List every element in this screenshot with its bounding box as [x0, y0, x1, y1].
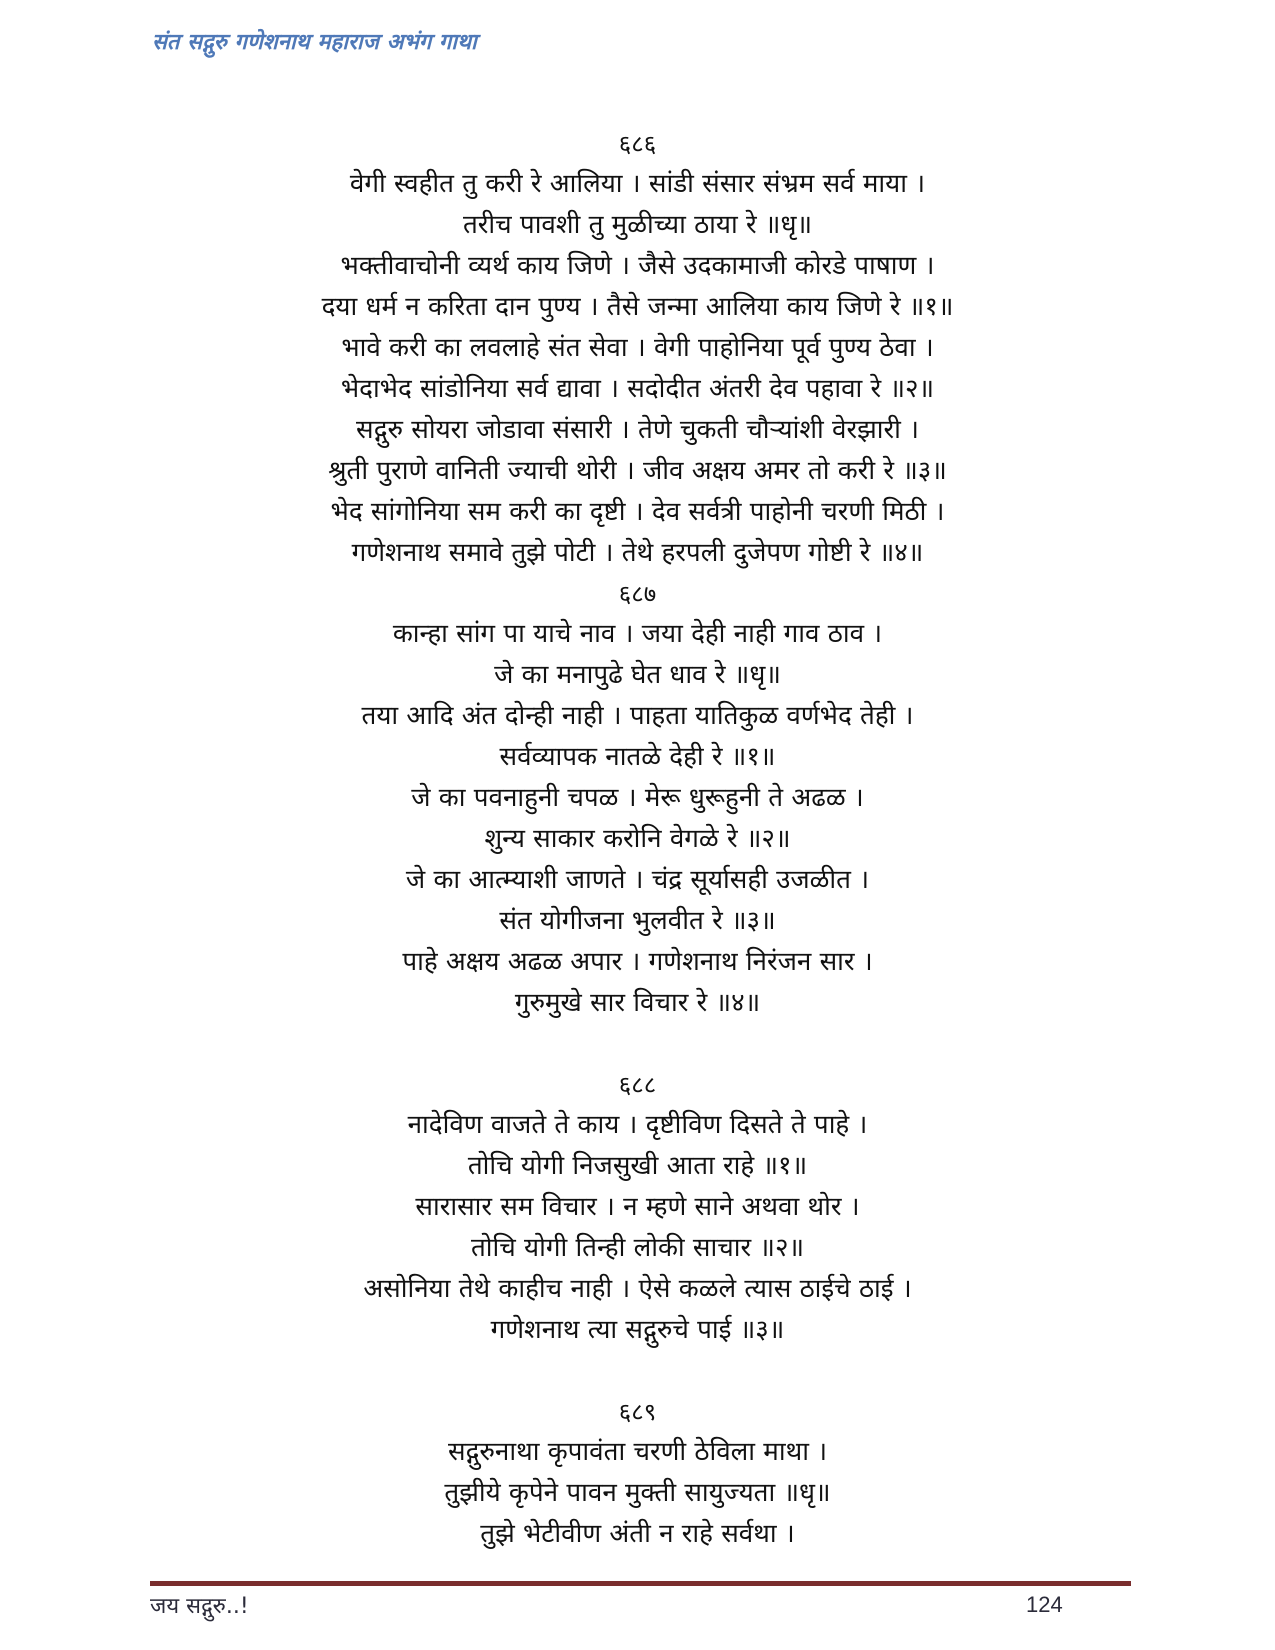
abhang-686 — [0, 124, 1275, 574]
verse-line: तुझीये कृपेने पावन मुक्ती सायुज्यता ॥धृ॥ — [444, 1478, 831, 1508]
verse-line: संत योगीजना भुलवीत रे ॥३॥ — [499, 906, 776, 936]
stanza-gap — [0, 1351, 1275, 1392]
verse-line: भावे करी का लवलाहे संत सेवा । वेगी पाहोनिया पूर्व पुण्य ठेवा । — [341, 333, 934, 363]
abhang-688 — [0, 1065, 1275, 1351]
verse-line: शुन्य साकार करोनि वेगळे रे ॥२॥ — [484, 824, 791, 854]
abhang-number: ६८९ — [618, 1398, 657, 1426]
verse-line: असोनिया तेथे काहीच नाही । ऐसे कळले त्यास ठाईचे ठाई । — [363, 1274, 912, 1304]
verse-line: दया धर्म न करिता दान पुण्य । तैसे जन्मा आलिया काय जिणे रे ॥१॥ — [321, 292, 954, 322]
page-number: 124 — [1026, 1592, 1063, 1617]
verse-line: जे का आत्म्याशी जाणते । चंद्र सूर्यासही उजळीत । — [405, 865, 870, 895]
verse-line: भेद सांगोनिया सम करी का दृष्टी । देव सर्वत्री पाहोनी चरणी मिठी । — [330, 497, 945, 527]
verse-line: तोचि योगी निजसुखी आता राहे ॥१॥ — [467, 1151, 808, 1181]
abhang-689 — [0, 1392, 1275, 1555]
abhang-number: ६८६ — [618, 130, 657, 158]
abhang-number: ६८७ — [618, 580, 657, 608]
verse-line: सारासार सम विचार । न म्हणे साने अथवा थोर । — [415, 1192, 860, 1222]
verse-line: वेगी स्वहीत तु करी रे आलिया । सांडी संसार संभ्रम सर्व माया । — [349, 169, 926, 199]
verse-line: गुरुमुखे सार विचार रे ॥४॥ — [514, 988, 761, 1018]
verse-line: कान्हा सांग पा याचे नाव । जया देही नाही गाव ठाव । — [392, 619, 883, 649]
verse-line: पाहे अक्षय अढळ अपार । गणेशनाथ निरंजन सार । — [402, 947, 873, 977]
verse-line: जे का पवनाहुनी चपळ । मेरू धुरूहुनी ते अढळ । — [411, 783, 864, 813]
verse-line: तुझे भेटीवीण अंती न राहे सर्वथा । — [480, 1519, 795, 1549]
footer-divider — [150, 1581, 1131, 1586]
verse-line: श्रुती पुराणे वानिती ज्याची थोरी । जीव अक्षय अमर तो करी रे ॥३॥ — [328, 456, 947, 486]
verse-line: तया आदि अंत दोन्ही नाही । पाहता यातिकुळ वर्णभेद तेही । — [361, 701, 914, 731]
verse-line: नादेविण वाजते ते काय । दृष्टीविण दिसते ते पाहे । — [407, 1110, 868, 1140]
verse-line: तोचि योगी तिन्ही लोकी साचार ॥२॥ — [470, 1233, 805, 1263]
running-header-title: संत सद्गुरु गणेशनाथ महाराज अभंग गाथा — [152, 30, 477, 55]
verse-line: जे का मनापुढे घेत धाव रे ॥धृ॥ — [494, 660, 781, 690]
verse-line: सद्गुरु सोयरा जोडावा संसारी । तेणे चुकती चौऱ्यांशी वेरझारी । — [356, 415, 919, 445]
abhang-687 — [0, 574, 1275, 1024]
verse-line: सर्वव्यापक नातळे देही रे ॥१॥ — [499, 742, 776, 772]
verse-line: भेदाभेद सांडोनिया सर्व द्यावा । सदोदीत अंतरी देव पहावा रे ॥२॥ — [340, 374, 935, 404]
verse-line: भक्तीवाचोनी व्यर्थ काय जिणे । जैसे उदकामाजी कोरडे पाषाण । — [340, 251, 935, 281]
verse-line: गणेशनाथ त्या सद्गुरुचे पाई ॥३॥ — [490, 1315, 785, 1345]
verse-line: गणेशनाथ समावे तुझे पोटी । तेथे हरपली दुजेपण गोष्टी रे ॥४॥ — [351, 538, 924, 568]
abhang-number: ६८८ — [618, 1071, 657, 1099]
verse-line: तरीच पावशी तु मुळीच्या ठाया रे ॥धृ॥ — [462, 210, 813, 240]
stanza-gap — [0, 1024, 1275, 1065]
footer-tagline: जय सद्गुरु..! — [150, 1594, 249, 1619]
verse-line: सद्गुरुनाथा कृपावंता चरणी ठेविला माथा । — [447, 1437, 828, 1467]
page-body — [0, 124, 1275, 1555]
